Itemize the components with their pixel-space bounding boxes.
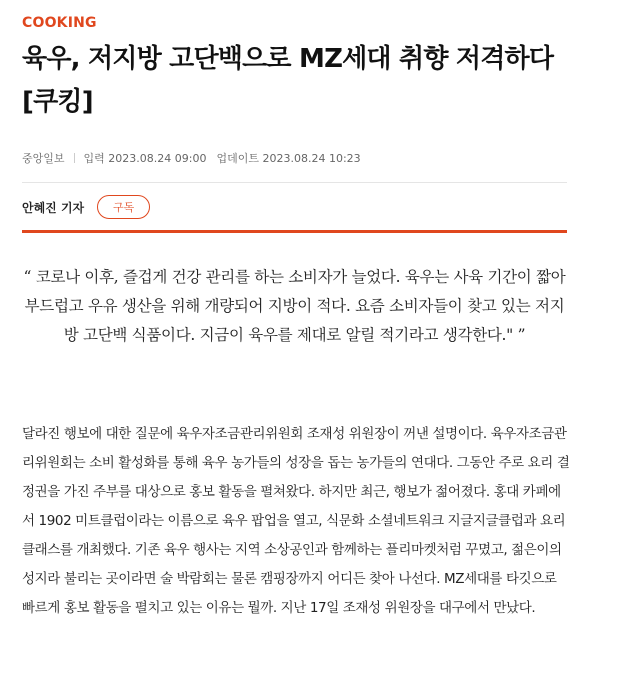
updated-label: 업데이트 [216, 152, 259, 165]
article-meta [22, 150, 361, 166]
reporter-name[interactable]: 안혜진 기자 [22, 200, 85, 215]
section-label[interactable]: COOKING [22, 15, 97, 31]
publisher-name: 중앙일보 [22, 152, 65, 165]
article-title: 육우, 저지방 고단백으로 MZ세대 취향 저격하다 [쿠킹] [22, 44, 554, 117]
article-body-paragraph: 달라진 행보에 대한 질문에 육우자조금관리위원회 조재성 위원장이 꺼낸 설명이다. 육우자조금관리위원회는 소비 활성화를 통해 육우 농가들의 성장을 돕는 농가들의 연대다. 그동안 주로 요리 결정권을 가진 주부를 대상으로 홍보 활동을 펼쳐왔다. 하지만 최근, 행보가 젊어졌다. 홍대 카페에서 1902 미트클럽이라는 이름으로 육우 팝업을 열고, 식문화 소셜네트워크 지글지글클럽과 요리 클래스를 개최했다. 기존 육우 행사는 지역 소상공인과 함께하는 플리마켓처럼 꾸몄고, 젊은이의 성지라 불리는 곳이라면 술 박람회는 물론 캠핑장까지 어디든 찾아 나선다. MZ세대를 타깃으로 빠르게 홍보 활동을 펼치고 있는 이유는 뭘까. 지난 17일 조재성 위원장을 대구에서 만났다. [22, 426, 570, 616]
published-label: 입력 [83, 152, 105, 165]
accent-divider [22, 230, 567, 233]
meta-divider [74, 153, 75, 163]
published-time: 2023.08.24 09:00 [108, 151, 207, 165]
pull-quote: “ 코로나 이후, 즐겁게 건강 관리를 하는 소비자가 늘었다. 육우는 사육 기간이 짧아 부드럽고 우유 생산을 위해 개량되어 지방이 적다. 요즘 소비자들이 찾고 있는 저지방 고단백 식품이다. 지금이 육우를 제대로 알릴 적기라고 생각한다." ” [23, 268, 566, 344]
subscribe-button[interactable]: 구독 [97, 195, 150, 219]
byline [22, 195, 150, 219]
updated-time: 2023.08.24 10:23 [262, 151, 361, 165]
meta-divider-line [22, 182, 567, 183]
